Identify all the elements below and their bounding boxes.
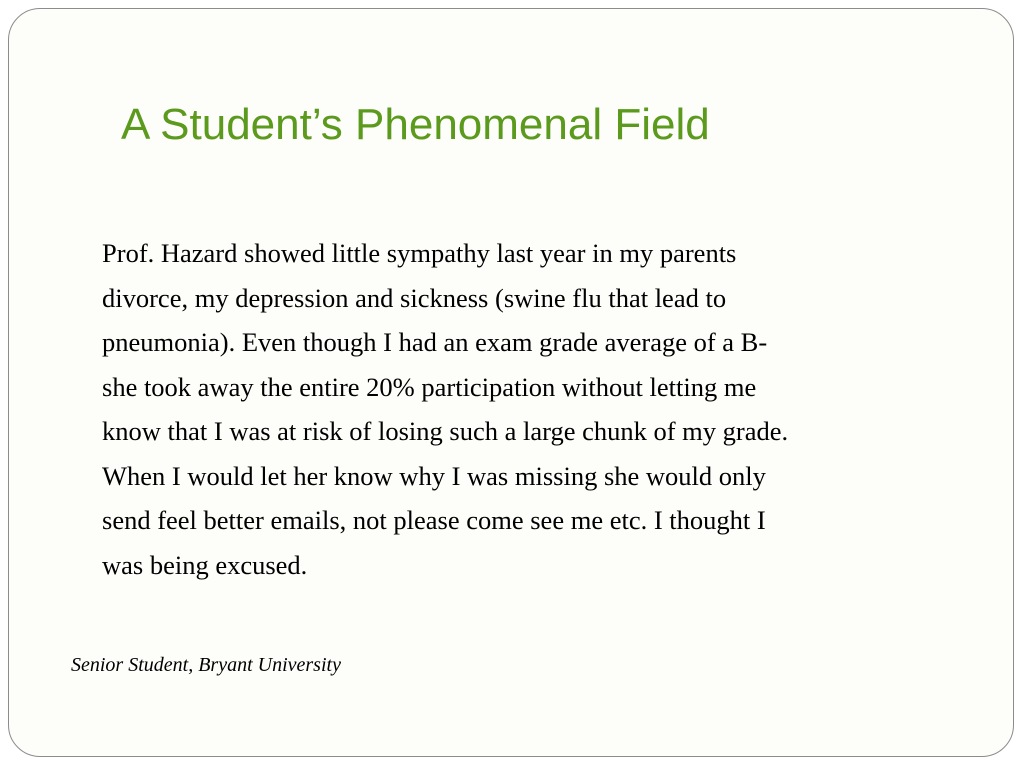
quote-attribution: Senior Student, Bryant University <box>71 654 341 676</box>
quote-line: send feel better emails, not please come see me etc. I thought I <box>102 505 766 535</box>
quote-line: Prof. Hazard showed little sympathy last year in my parents <box>102 238 737 268</box>
slide-frame <box>8 8 1014 757</box>
quote-line: know that I was at risk of losing such a large chunk of my grade. <box>102 416 789 446</box>
quote-line: pneumonia). Even though I had an exam grade average of a B- <box>102 327 768 357</box>
quote-line: divorce, my depression and sickness (swine flu that lead to <box>102 282 727 313</box>
quote-line: When I would let her know why I was missing she would only <box>102 460 766 491</box>
quote-line: she took away the entire 20% participation without letting me <box>102 371 757 402</box>
quote-body <box>102 231 982 587</box>
slide-title: A Student’s Phenomenal Field <box>121 100 710 149</box>
quote-line: was being excused. <box>102 549 308 580</box>
